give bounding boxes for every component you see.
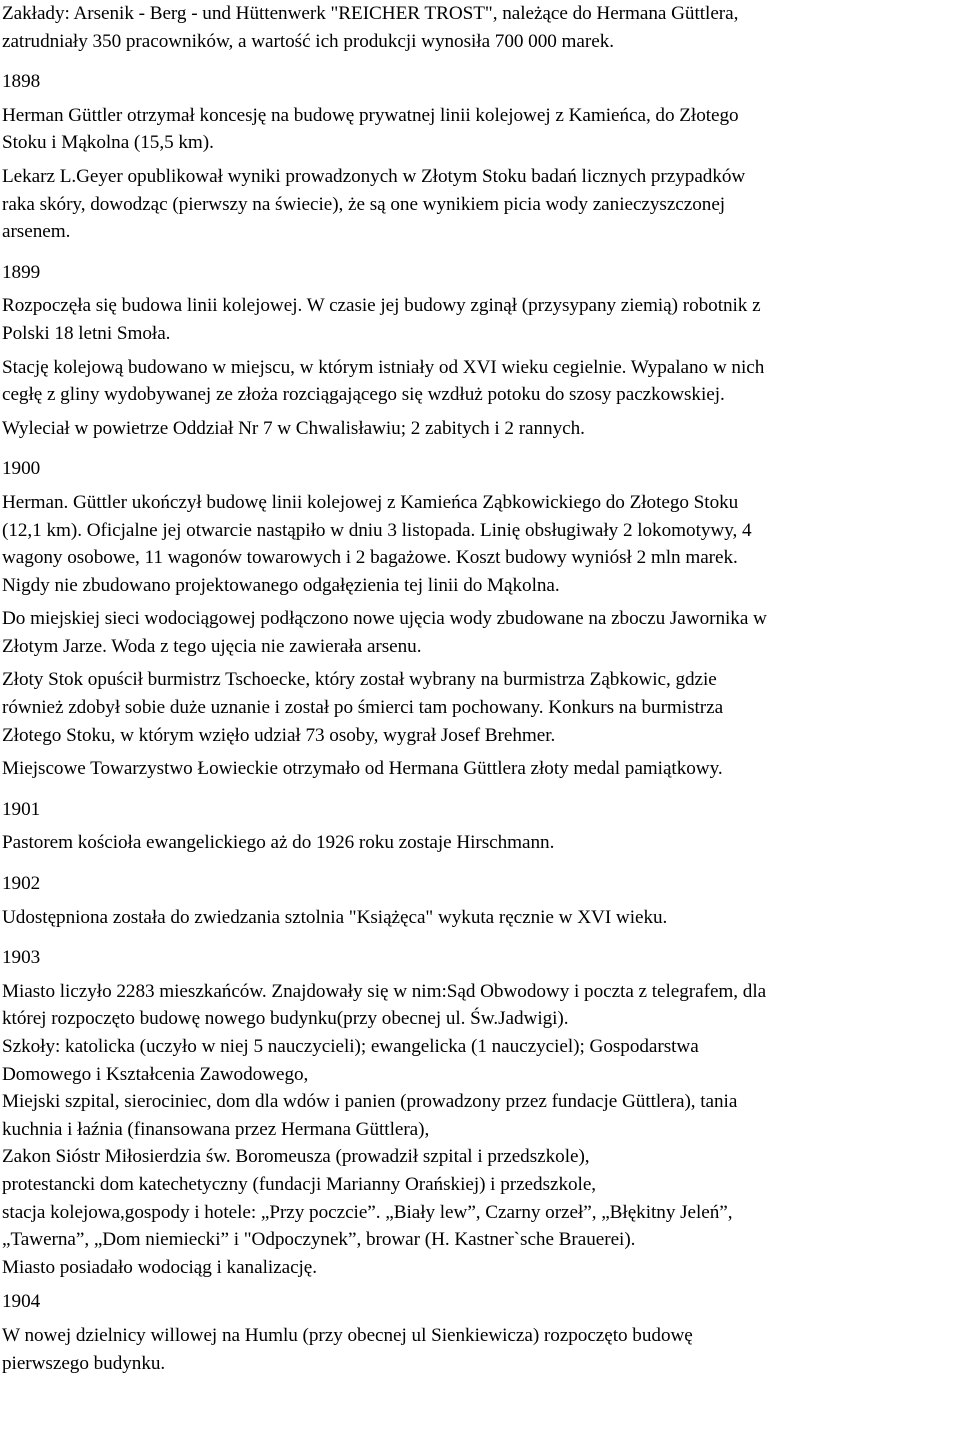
text-line: Miasto liczyło 2283 mieszkańców. Znajdowały się w nim:Sąd Obwodowy i poczta z telegrafem, dla <box>2 980 767 1002</box>
year-heading-1902: 1902 <box>2 873 41 895</box>
text-line: Złotego Stoku, w którym wzięło udział 73 osoby, wygrał Josef Brehmer. <box>2 724 556 746</box>
text-line: Szkoły: katolicka (uczyło w niej 5 nauczycieli); ewangelicka (1 nauczyciel); Gospodarstwa <box>2 1036 699 1057</box>
text-line: stacja kolejowa,gospody i hotele: „Przy poczcie”. „Biały lew”, Czarny orzeł”, „Błękitny Jeleń”, <box>2 1201 733 1223</box>
text-line: Stoku i Mąkolna (15,5 km). <box>2 132 214 154</box>
year-heading-1904: 1904 <box>2 1291 41 1313</box>
text-line: (12,1 km). Oficjalne jej otwarcie nastąpiło w dniu 3 listopada. Linię obsługiwały 2 lokomotywy, 4 <box>2 519 752 541</box>
text-line: Miasto posiadało wodociąg i kanalizację. <box>2 1256 318 1278</box>
text-line: Udostępniona została do zwiedzania sztolnia "Książęca" wykuta ręcznie w XVI wieku. <box>2 906 668 928</box>
text-line: Wyleciał w powietrze Oddział Nr 7 w Chwalisławiu; 2 zabitych i 2 rannych. <box>2 417 585 439</box>
text-line: protestancki dom katechetyczny (fundacji Marianny Orańskiej) i przedszkole, <box>2 1173 597 1195</box>
year-heading-1901: 1901 <box>2 798 41 820</box>
text-line: Domowego i Kształcenia Zawodowego, <box>2 1063 309 1085</box>
text-line: Pastorem kościoła ewangelickiego aż do 1926 roku zostaje Hirschmann. <box>2 832 555 854</box>
year-heading-1898: 1898 <box>2 71 41 93</box>
paragraph <box>2 829 958 857</box>
year-heading-1900: 1900 <box>2 458 41 480</box>
paragraph <box>2 605 958 660</box>
paragraph <box>2 163 958 246</box>
text-line: Lekarz L.Geyer opublikował wyniki prowadzonych w Złotym Stoku badań licznych przypadków <box>2 165 746 187</box>
text-line: Herman. Güttler ukończył budowę linii kolejowej z Kamieńca Ząbkowickiego do Złotego Stoku <box>2 491 739 513</box>
text-line: W nowej dzielnicy willowej na Humlu (przy obecnej ul Sienkiewicza) rozpoczęto budowę <box>2 1324 693 1346</box>
paragraph <box>2 292 958 347</box>
text-line: Do miejskiej sieci wodociągowej podłączono nowe ujęcia wody zbudowane na zboczu Jawornika w <box>2 608 767 630</box>
year-heading-1903: 1903 <box>2 947 41 969</box>
text-line: Złoty Stok opuścił burmistrz Tschoecke, który został wybrany na burmistrza Ząbkowic, gdzie <box>2 669 717 691</box>
text-line: Złotym Jarze. Woda z tego ujęcia nie zawierała arsenu. <box>2 635 422 657</box>
text-line: Zakon Sióstr Miłosierdzia św. Boromeusza (prowadził szpital i przedszkole), <box>2 1146 590 1168</box>
paragraph <box>2 666 958 749</box>
text-line: Polski 18 letni Smoła. <box>2 322 171 344</box>
paragraph <box>2 354 958 409</box>
paragraph <box>2 1322 958 1377</box>
document-page <box>2 0 958 1383</box>
text-line: kuchnia i łaźnia (finansowana przez Hermana Güttlera), <box>2 1118 430 1140</box>
text-line: „Tawerna”, „Dom niemiecki” i "Odpoczynek”, browar (H. Kastner`sche Brauerei). <box>2 1229 636 1251</box>
text-line: Miejski szpital, sierociniec, dom dla wdów i panien (prowadzony przez fundacje Güttlera), tania <box>2 1091 738 1113</box>
text-line: Stację kolejową budowano w miejscu, w którym istniały od XVI wieku cegielnie. Wypalano w nich <box>2 356 765 378</box>
paragraph <box>2 489 958 599</box>
text-line: Rozpoczęła się budowa linii kolejowej. W czasie jej budowy zginął (przysypany ziemią) robotnik z <box>2 295 761 317</box>
text-line: Zakłady: Arsenik - Berg - und Hüttenwerk "REICHER TROST", należące do Hermana Güttlera, <box>2 3 739 24</box>
text-line: Nigdy nie zbudowano projektowanego odgałęzienia tej linii do Mąkolna. <box>2 574 560 596</box>
text-line: arsenem. <box>2 221 71 243</box>
text-line: której rozpoczęto budowę nowego budynku(przy obecnej ul. Św.Jadwigi). <box>2 1008 569 1030</box>
text-line: wagony osobowe, 11 wagonów towarowych i 2 bagażowe. Koszt budowy wyniósł 2 mln marek. <box>2 547 738 569</box>
paragraph <box>2 755 958 783</box>
text-line: Herman Güttler otrzymał koncesję na budowę prywatnej linii kolejowej z Kamieńca, do Złotego <box>2 104 739 126</box>
paragraph <box>2 904 958 932</box>
paragraph <box>2 102 958 157</box>
text-line: Miejscowe Towarzystwo Łowieckie otrzymało od Hermana Güttlera złoty medal pamiątkowy. <box>2 758 723 780</box>
text-line: zatrudniały 350 pracowników, a wartość ich produkcji wynosiła 700 000 marek. <box>2 30 614 52</box>
text-line: pierwszego budynku. <box>2 1352 166 1374</box>
text-line: cegłę z gliny wydobywanej ze złoża rozciągającego się wzdłuż potoku do szosy paczkowskiej. <box>2 384 725 406</box>
paragraph <box>2 0 958 55</box>
text-line: również zdobył sobie duże uznanie i został po śmierci tam pochowany. Konkurs na burmistrza <box>2 697 724 719</box>
paragraph <box>2 415 958 443</box>
paragraph <box>2 978 958 1282</box>
year-heading-1899: 1899 <box>2 261 41 283</box>
text-line: raka skóry, dowodząc (pierwszy na świecie), że są one wynikiem picia wody zanieczyszczonej <box>2 193 726 215</box>
